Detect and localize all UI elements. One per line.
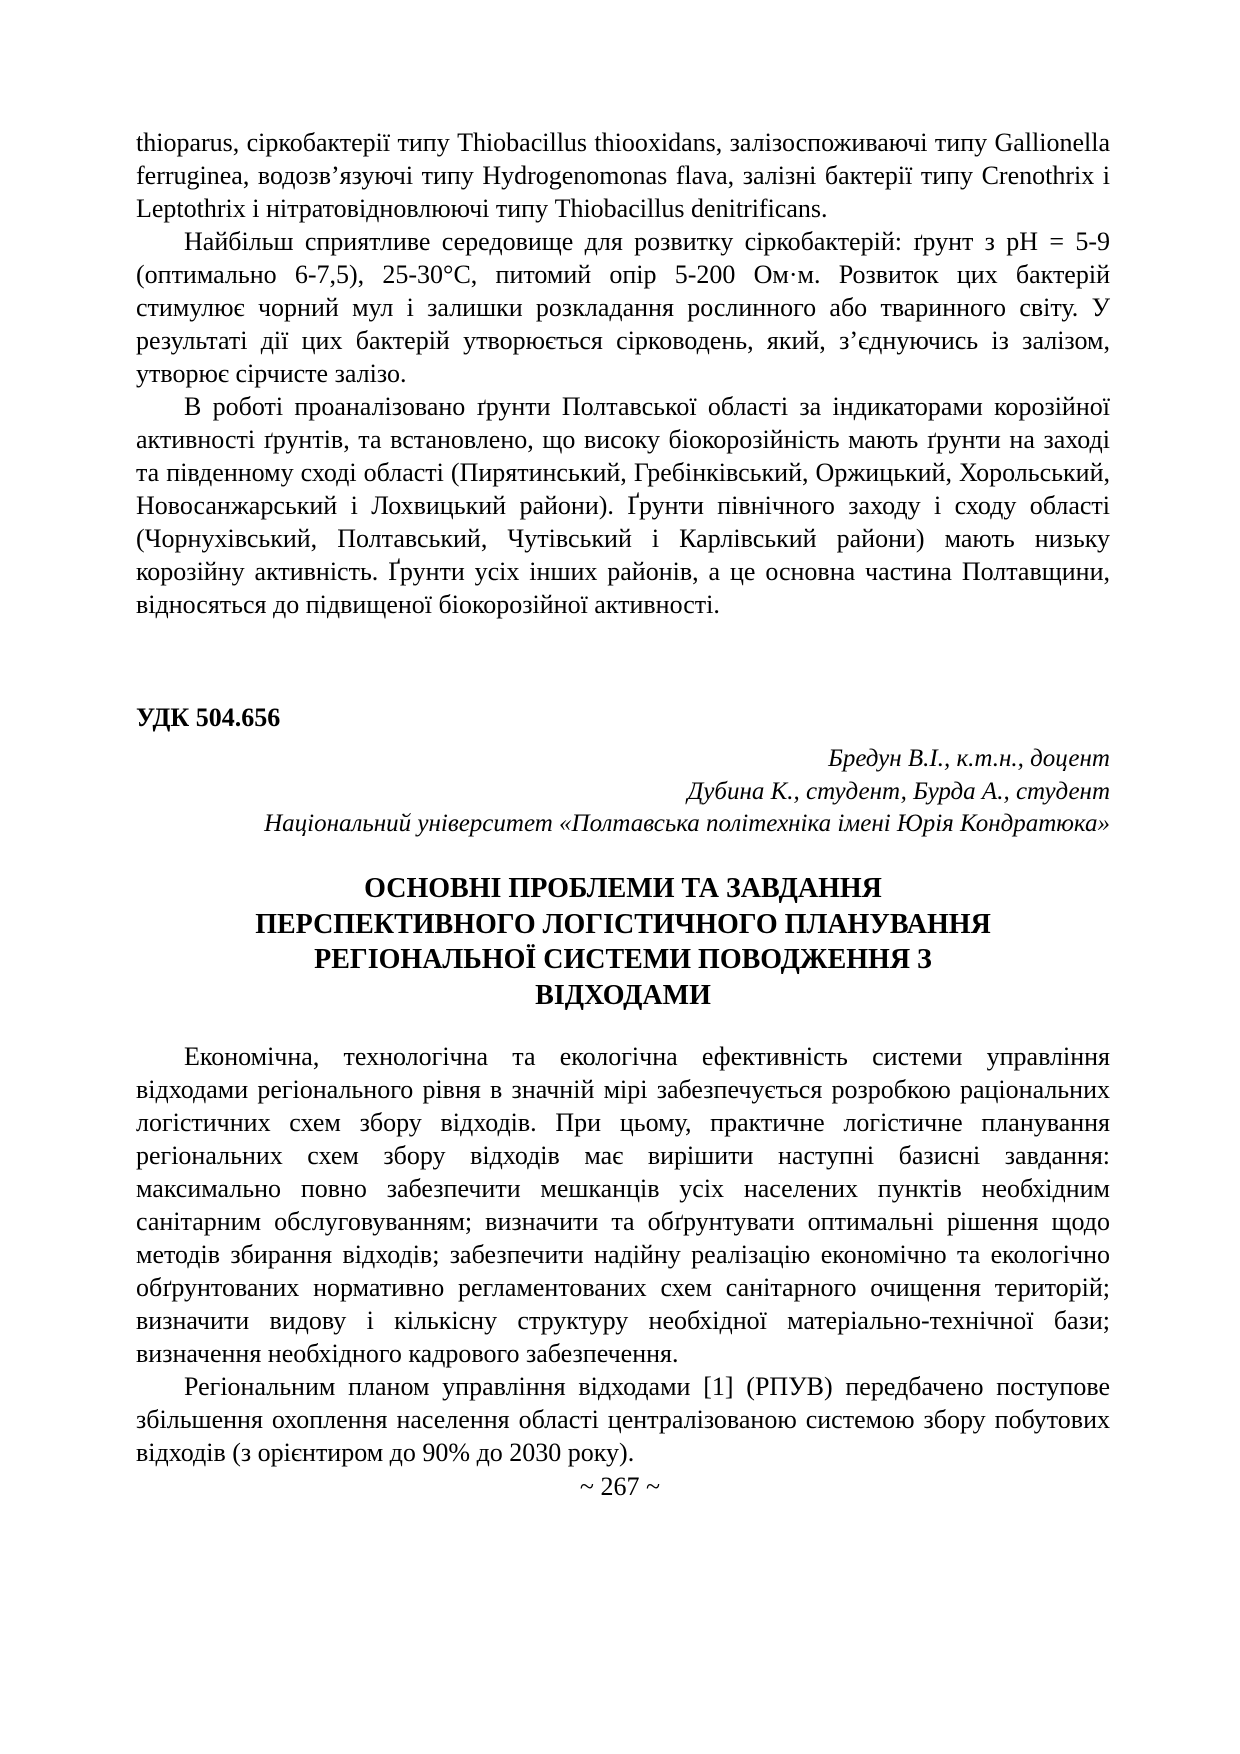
title-line: ОСНОВНІ ПРОБЛЕМИ ТА ЗАВДАННЯ [364, 872, 882, 904]
article-body [136, 1040, 1110, 1469]
authors-block [136, 743, 1110, 841]
paragraph-continuation: thioparus, сіркобактерії типу Thiobacillus thiooxidans, залізоспоживаючі типу Gallionella ferruginea, водозв’язуючі типу Hydrogenomonas flava, залізні бактерії типу Crenothrix і Leptothrix і нітратовідновлюючі типу Thiobacillus denitrificans. [136, 128, 1110, 224]
article-title [136, 871, 1110, 1014]
affiliation: Національний університет «Полтавська політехніка імені Юрія Кондратюка» [264, 810, 1110, 838]
paragraph: Регіональним планом управління відходами [1] (РПУВ) передбачено поступове збільшення охоплення населення області централізованою системою збору побутових відходів (з орієнтиром до 90% до 2030 року). [136, 1372, 1110, 1468]
page-number: ~ 267 ~ [579, 1472, 661, 1501]
paragraph: Економічна, технологічна та екологічна ефективність системи управління відходами регіонального рівня в значній мірі забезпечується розробкою раціональних логістичних схем збору відходів. При цьому, практичне логістичне планування регіональних схем збору відходів має вирішити наступні базисні завдання: максимально повно забезпечити мешканців усіх населених пунктів необхідним санітарним обслуговуванням; визначити та обґрунтувати оптимальні рішення щодо методів збирання відходів; забезпечити надійну реалізацію економічно та екологічно обґрунтованих нормативно регламентованих схем санітарного очищення територій; визначити видову і кількісну структуру необхідної матеріально-технічної бази; визначення необхідного кадрового забезпечення. [136, 1042, 1110, 1369]
title-line: ВІДХОДАМИ [535, 980, 711, 1012]
paragraph: В роботі проаналізовано ґрунти Полтавської області за індикаторами корозійної активності ґрунтів, та встановлено, що високу біокорозійність мають ґрунти на заході та південному сході області (Пирятинський, Гребінківський, Оржицький, Хорольський, Новосанжарський і Лохвицький райони). Ґрунти північного заходу і сходу області (Чорнухівський, Полтавський, Чутівський і Карлівський райони) мають низьку корозійну активність. Ґрунти усіх інших районів, а це основна частина Полтавщини, відносяться до підвищеної біокорозійної активності. [136, 392, 1110, 620]
title-line: ПЕРСПЕКТИВНОГО ЛОГІСТИЧНОГО ПЛАНУВАННЯ [255, 908, 991, 940]
author-line: Бредун В.І., к.т.н., доцент [828, 745, 1110, 773]
author-line: Дубина К., студент, Бурда А., студент [687, 777, 1110, 805]
title-line: РЕГІОНАЛЬНОЇ СИСТЕМИ ПОВОДЖЕННЯ З [314, 944, 932, 976]
previous-article-end [136, 126, 1110, 621]
udc-code: УДК 504.656 [136, 703, 281, 733]
paragraph: Найбільш сприятливе середовище для розвитку сіркобактерій: ґрунт з pH = 5-9 (оптимально 6-7,5), 25-30°С, питомий опір 5-200 Ом·м. Розвиток цих бактерій стимулює чорний мул і залишки розкладання рослинного або тваринного світу. У результаті дії цих бактерій утворюється сірководень, який, з’єднуючись із залізом, утворює сірчисте залізо. [136, 227, 1110, 389]
